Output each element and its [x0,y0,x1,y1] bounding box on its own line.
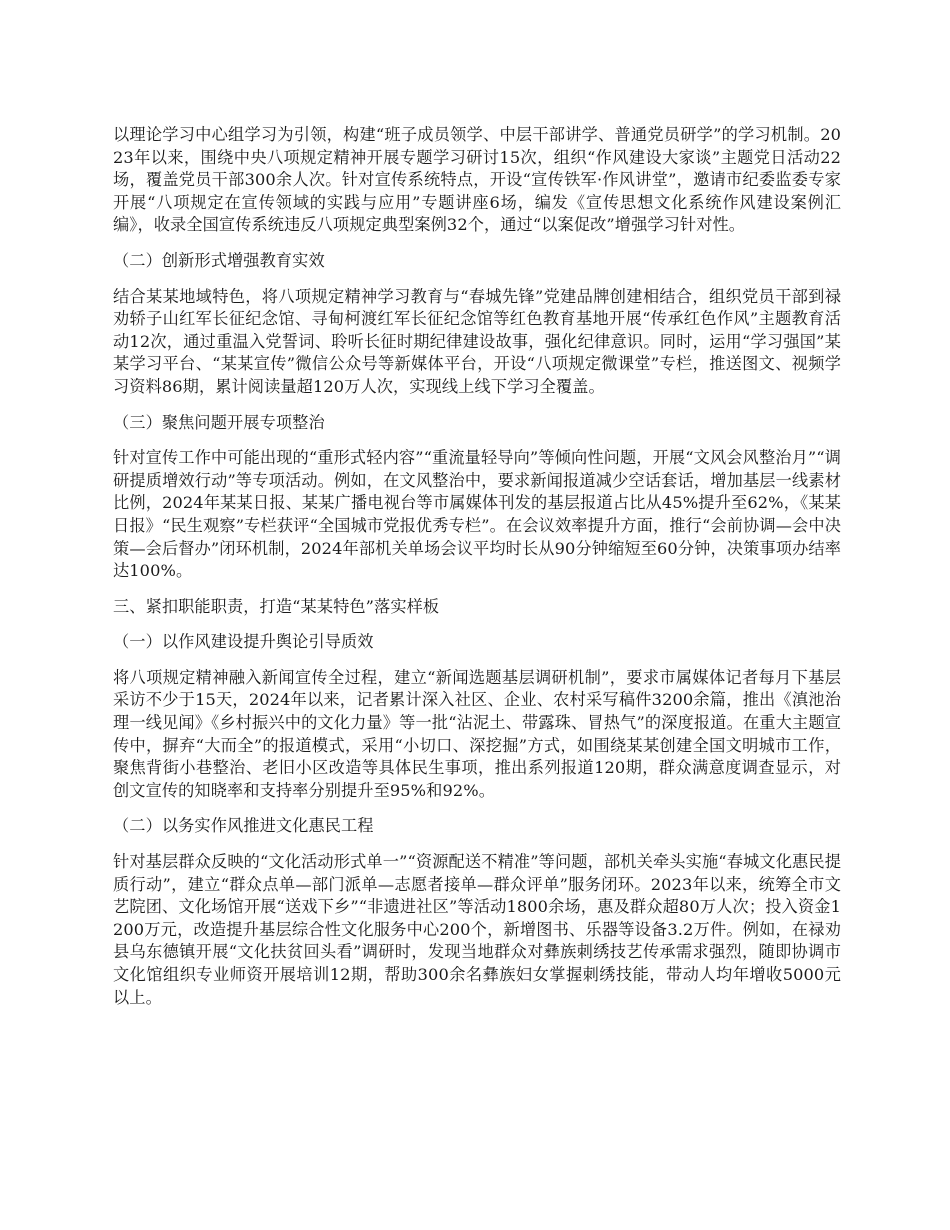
section-heading-public-opinion: （一）以作风建设提升舆论引导质效 [113,632,374,652]
section-heading-innovate-forms: （二）创新形式增强教育实效 [113,250,325,270]
paragraph-culture-benefit: 针对基层群众反映的“文化活动形式单一”“资源配送不精准”等问题，部机关牵头实施“春城文化惠民提质行动”，建立“群众点单—部门派单—志愿者接单—群众评单”服务闭环。2023年以来，统筹全市文艺院团、文化场馆开展“送戏下乡”“非遗进社区”等活动1800余场，惠及群众超80万人次；投入资金1200万元，改造提升基层综合性文化服务中心200个，新增图书、乐器等设备3.2万件。例如，在禄劝县乌东德镇开展“文化扶贫回头看”调研时，发现当地群众对彝族刺绣技艺传承需求强烈，随即协调市文化馆组织专业师资开展培训12期，帮助300余名彝族妇女掌握刺绣技能，带动人均年增收5000元以上。 [113,852,841,1007]
paragraph-study-mechanism: 以理论学习中心组学习为引领，构建“班子成员领学、中层干部讲学、普通党员研学”的学习机制。2023年以来，围绕中央八项规定精神开展专题学习研讨15次，组织“作风建设大家谈”主题党日活动22场，覆盖党员干部300余人次。针对宣传系统特点，开设“宣传铁军·作风讲堂”，邀请市纪委监委专家开展“八项规定在宣传领域的实践与应用”专题讲座6场，编发《宣传思想文化系统作风建设案例汇编》，收录全国宣传系统违反八项规定典型案例32个，通过“以案促改”增强学习针对性。 [113,125,841,235]
paragraph-news-propaganda: 将八项规定精神融入新闻宣传全过程，建立“新闻选题基层调研机制”，要求市属媒体记者每月下基层采访不少于15天，2024年以来，记者累计深入社区、企业、农村采写稿件3200余篇，推出《滇池治理一线见闻》《乡村振兴中的文化力量》等一批“沾泥土、带露珠、冒热气”的深度报道。在重大主题宣传中，摒弃“大而全”的报道模式，采用“小切口、深挖掘”方式，如围绕某某创建全国文明城市工作，聚焦背街小巷整治、老旧小区改造等具体民生事项，推出系列报道120期，群众满意度调查显示，对创文宣传的知晓率和支持率分别提升至95%和92%。 [113,667,841,800]
section-heading-culture-benefit: （二）以务实作风推进文化惠民工程 [113,816,374,836]
paragraph-red-education: 结合某某地域特色，将八项规定精神学习教育与“春城先锋”党建品牌创建相结合，组织党员干部到禄劝轿子山红军长征纪念馆、寻甸柯渡红军长征纪念馆等红色教育基地开展“传承红色作风”主题教育活动12次，通过重温入党誓词、聆听长征时期纪律建设故事，强化纪律意识。同时，运用“学习强国”某某学习平台、“某某宣传”微信公众号等新媒体平台，开设“八项规定微课堂”专栏，推送图文、视频学习资料86期，累计阅读量超120万人次，实现线上线下学习全覆盖。 [113,286,841,396]
section-heading-special-rectification: （三）聚焦问题开展专项整治 [113,412,325,432]
chapter-heading-three: 三、紧扣职能职责，打造“某某特色”落实样板 [113,596,440,616]
paragraph-style-rectification: 针对宣传工作中可能出现的“重形式轻内容”“重流量轻导向”等倾向性问题，开展“文风会风整治月”“调研提质增效行动”等专项活动。例如，在文风整治中，要求新闻报道减少空话套话，增加基层一线素材比例，2024年某某日报、某某广播电视台等市属媒体刊发的基层报道占比从45%提升至62%，《某某日报》“民生观察”专栏获评“全国城市党报优秀专栏”。在会议效率提升方面，推行“会前协调—会中决策—会后督办”闭环机制，2024年部机关单场会议平均时长从90分钟缩短至60分钟，决策事项办结率达100%。 [113,448,841,581]
document-page [113,124,841,1009]
